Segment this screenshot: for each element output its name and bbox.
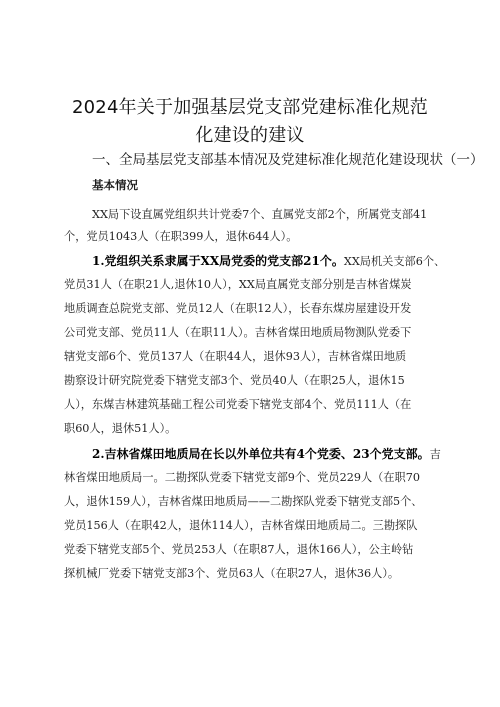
para2-line6: 探机械厂党委下辖党支部3个、党员63人（在职27人，退休36人）。 bbox=[64, 567, 400, 580]
para2-line1 bbox=[92, 445, 441, 462]
para1-line7: 人），东煤吉林建筑基础工程公司党委下辖党支部4个、党员111人（在 bbox=[64, 398, 412, 411]
para1-line5: 辖党支部6个、党员137人（在职44人，退休93人），吉林省煤田地质 bbox=[64, 350, 407, 363]
para1-line1 bbox=[92, 252, 446, 269]
para1-bold-lead: 1.党组织关系隶属于XX局党委的党支部21个。 bbox=[92, 254, 344, 268]
para1-rest: XX局机关支部6个、 bbox=[343, 255, 446, 268]
para2-line2: 林省煤田地质局一。二勘探队党委下辖党支部9个、党员229人（在职70 bbox=[64, 471, 420, 484]
doc-title-line2: 化建设的建议 bbox=[195, 125, 305, 146]
para0-line2: 个，党员1043人（在职399人，退休644人）。 bbox=[64, 230, 298, 243]
para2-line3: 人，退休159人），吉林省煤田地质局——二勘探队党委下辖党支部5个、 bbox=[64, 495, 423, 508]
subsection-heading: 基本情况 bbox=[92, 178, 138, 192]
section-heading: 一、全局基层党支部基本情况及党建标准化规范化建设现状（一） bbox=[92, 152, 484, 168]
para1-line6: 勘察设计研究院党委下辖党支部3个、党员40人（在职25人，退休15 bbox=[64, 374, 405, 387]
para1-line8: 职60人，退休51人）。 bbox=[64, 422, 177, 435]
para2-line5: 党委下辖党支部5个、党员253人（在职87人，退休166人），公主岭钻 bbox=[64, 543, 414, 556]
para2-rest: 吉 bbox=[429, 448, 441, 461]
para1-line3: 地质调查总院党支部、党员12人（在职12人），长春东煤房屋建设开发 bbox=[64, 302, 412, 315]
para0-line1: XX局下设直属党组织共计党委7个、直属党支部2个，所属党支部41 bbox=[92, 208, 428, 221]
para2-bold-lead: 2.吉林省煤田地质局在长以外单位共有4个党委、23个党支部。 bbox=[92, 447, 430, 461]
para2-line4: 党员156人（在职42人，退休114人），吉林省煤田地质局二。三勘探队 bbox=[64, 519, 418, 532]
para1-line4: 公司党支部、党员11人（在职11人）。吉林省煤田地质局物测队党委下 bbox=[64, 326, 412, 339]
para1-line2: 党员31人（在职21人,退休10人），XX局直属党支部分别是吉林省煤炭 bbox=[64, 278, 412, 291]
doc-title-line1: 2024年关于加强基层党支部党建标准化规范 bbox=[71, 97, 428, 118]
